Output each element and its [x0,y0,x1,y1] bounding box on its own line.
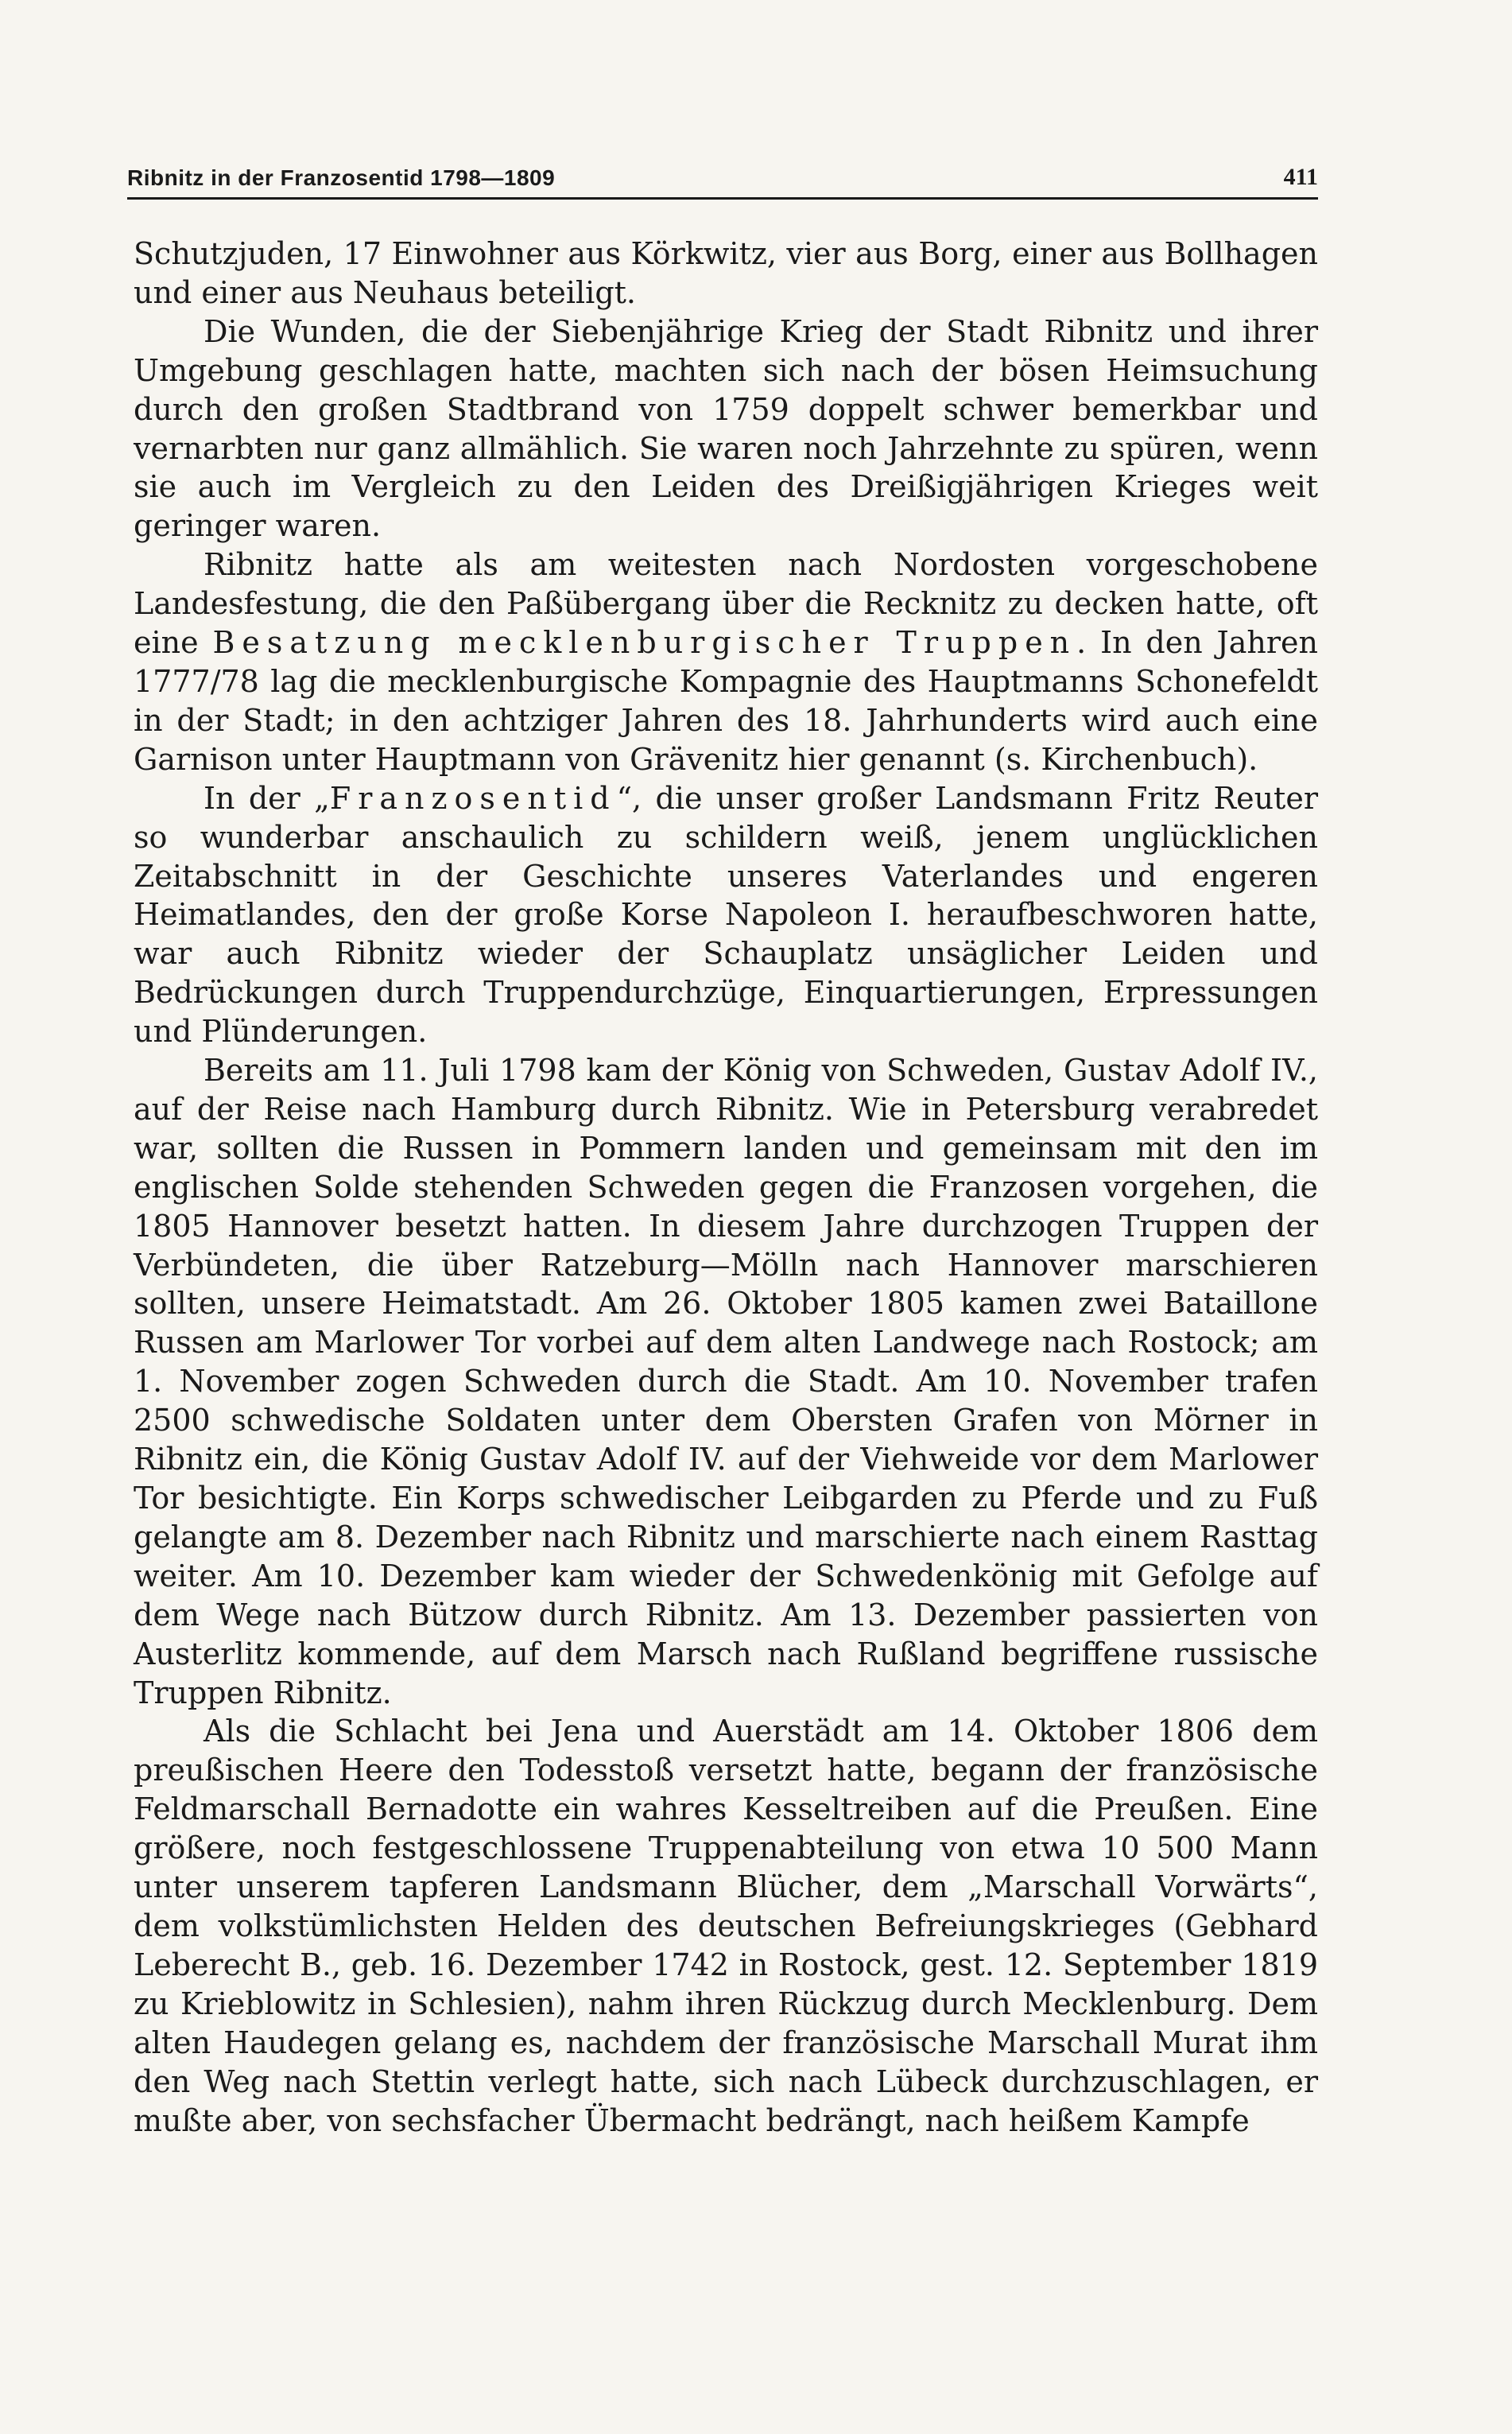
paragraph-2 [134,312,1318,545]
paragraph-1 [134,235,1318,312]
paragraph-text-before: Ribnitz hatte als am weitesten nach Nordosten vorgeschobene Landesfestung, die den Paßübergang über die Recknitz zu decken hatte, oft eine [134,547,1318,661]
paragraph-text-before: In der „ [204,780,330,816]
paragraph-text-after: . In den Jahren 1777/78 lag die mecklenburgische Kompagnie des Hauptmanns Schonefeldt in der Stadt; in den achtziger Jahren des 18. Jahrhunderts wird auch eine Garnison unter Hauptmann von Grävenitz hier genannt (s. Kirchenbuch). [134,625,1319,777]
paragraph-4 [134,779,1318,1051]
spaced-emphasis: Besatzung mecklenburgischer Truppen [212,625,1077,661]
body-text [134,235,1318,2140]
paragraph-3 [134,545,1318,778]
paragraph-text: Als die Schlacht bei Jena und Auerstädt am 14. Oktober 1806 dem preußischen Heere den Todesstoß versetzt hatte, begann der französische Feldmarschall Bernadotte ein wahres Kesseltreiben auf die Preußen. Eine größere, noch festgeschlossene Truppenabteilung von etwa 10 500 Mann unter unserem tapferen Landsmann Blücher, dem „Marschall Vorwärts“, dem volkstümlichsten Helden des deutschen Befreiungskrieges (Gebhard Leberecht B., geb. 16. Dezember 1742 in Rostock, gest. 12. September 1819 zu Krieblowitz in Schlesien), nahm ihren Rückzug durch Mecklenburg. Dem alten Haudegen gelang es, nachdem der französische Marschall Murat ihm den Weg nach Stettin verlegt hatte, sich nach Lübeck durchzuschlagen, er mußte aber, von sechsfacher Übermacht bedrängt, nach heißem Kampfe [134,1714,1318,2138]
paragraph-text: Schutzjuden, 17 Einwohner aus Körkwitz, vier aus Borg, einer aus Bollhagen und einer aus Neuhaus beteiligt. [134,236,1318,310]
paragraph-5 [134,1051,1318,1712]
paragraph-6 [134,1712,1318,2140]
paragraph-text: Bereits am 11. Juli 1798 kam der König von Schweden, Gustav Adolf IV., auf der Reise nach Hamburg durch Ribnitz. Wie in Petersburg verabredet war, sollten die Russen in Pommern landen und gemeinsam mit den im englischen Solde stehenden Schweden gegen die Franzosen vorgehen, die 1805 Hannover besetzt hatten. In diesem Jahre durchzogen Truppen der Verbündeten, die über Ratzeburg—Mölln nach Hannover marschieren sollten, unsere Heimatstadt. Am 26. Oktober 1805 kamen zwei Bataillone Russen am Marlower Tor vorbei auf dem alten Landwege nach Rostock; am 1. November zogen Schweden durch die Stadt. Am 10. November trafen 2500 schwedische Soldaten unter dem Obersten Grafen von Mörner in Ribnitz ein, die König Gustav Adolf IV. auf der Viehweide vor dem Marlower Tor besichtigte. Ein Korps schwedischer Leibgarden zu Pferde und zu Fuß gelangte am 8. Dezember nach Ribnitz und marschierte nach einem Rasttag weiter. Am 10. Dezember kam wieder der Schwedenkönig mit Gefolge auf dem Wege nach Bützow durch Ribnitz. Am 13. Dezember passierten von Austerlitz kommende, auf dem Marsch nach Rußland begriffene russische Truppen Ribnitz. [134,1053,1318,1710]
spaced-emphasis: Franzosentid [329,780,617,816]
running-title: Ribnitz in der Franzosentid 1798—1809 [127,165,556,190]
page-number: 411 [1283,164,1318,190]
paragraph-text: Die Wunden, die der Siebenjährige Krieg der Stadt Ribnitz und ihrer Umgebung geschlagen hatte, machten sich nach der bösen Heimsuchung durch den großen Stadtbrand von 1759 doppelt schwer bemerkbar und vernarbten nur ganz allmählich. Sie waren noch Jahrzehnte zu spüren, wenn sie auch im Vergleich zu den Leiden des Dreißigjährigen Krieges weit geringer waren. [134,313,1318,544]
page-header [127,157,1318,200]
paragraph-text-after: “, die unser großer Landsmann Fritz Reuter so wunderbar anschaulich zu schildern weiß, jenem unglücklichen Zeitabschnitt in der Geschichte unseres Vaterlandes und engeren Heimatlandes, den der große Korse Napoleon I. heraufbeschworen hatte, war auch Ribnitz wieder der Schauplatz unsäglicher Leiden und Bedrückungen durch Truppendurchzüge, Einquartierungen, Erpressungen und Plünderungen. [134,780,1318,1050]
